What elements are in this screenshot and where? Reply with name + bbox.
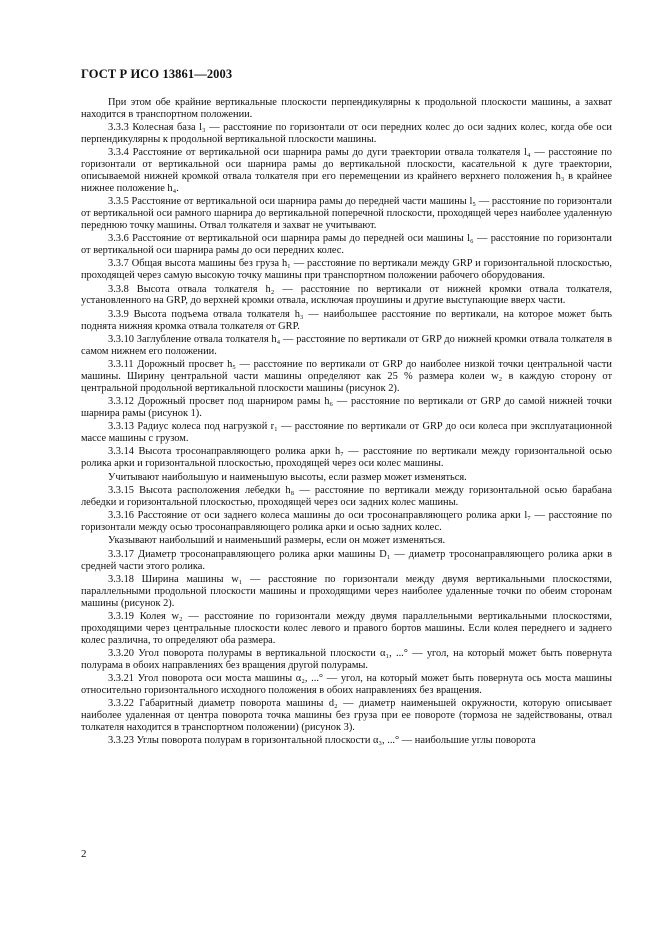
- paragraph-3-3-4: 3.3.4 Расстояние от вертикальной оси шарнира рамы до дуги траектории отвала толкателя l₄ — расстояние по горизонтали от вертикальной оси шарнира рамы до вертикальной плоскости, касательной к дуге траектории, описываемой нижней кромкой отвала толкателя при его перемещении из крайнего верхнего положения h₃ в крайнее нижнее положение h₄.: [81, 147, 612, 194]
- paragraph-3-3-8: 3.3.8 Высота отвала толкателя h₂ — расстояние по вертикали от нижней кромки отвала толкателя, установленного на GRP, до верхней кромки отвала, исключая проушины и другие выступающие вверх части.: [81, 283, 612, 307]
- paragraph-0: При этом обе крайние вертикальные плоскости перпендикулярны к продольной плоскости машины, а захват находится в транспортном положении.: [81, 97, 612, 120]
- paragraph-3-3-6: 3.3.6 Расстояние от вертикальной оси шарнира рамы до передней оси машины l₆ — расстояние по горизонтали от вертикальной оси шарнира рамы до оси передних колес.: [81, 233, 612, 256]
- paragraph-3-3-15: 3.3.15 Высота расположения лебедки h₈ — расстояние по вертикали между горизонтальной осью барабана лебедки и горизонтальной плоскостью, проходящей через оси задних колес машины.: [81, 485, 612, 508]
- paragraph-3-3-7: 3.3.7 Общая высота машины без груза h₁ — расстояние по вертикали между GRP и горизонтальной плоскостью, проходящей через самую высокую точку машины при транспортном положении рабочего оборудования.: [81, 258, 612, 282]
- paragraph-3-3-14: 3.3.14 Высота тросонаправляющего ролика арки h₇ — расстояние по вертикали между горизонтальной осью ролика арки и горизонтальной плоскостью, проходящей через оси колес машины.: [81, 446, 612, 470]
- standard-header: ГОСТ Р ИСО 13861—2003: [81, 67, 233, 81]
- page-number: 2: [81, 848, 87, 860]
- paragraph-3-3-3: 3.3.3 Колесная база l₃ — расстояние по горизонтали от оси передних колес до оси задних колес, когда обе оси перпендикулярны к продольной вертикальной плоскости машины.: [81, 122, 612, 145]
- paragraph-3-3-5: 3.3.5 Расстояние от вертикальной оси шарнира рамы до передней части машины l₅ — расстояние по горизонтали от вертикальной оси рамного шарнира до вертикальной поперечной плоскости, проходящей через наиболее удаленную переднюю точку машины. Отвал толкателя и захват не учитывают.: [81, 196, 612, 231]
- paragraph-3-3-20: 3.3.20 Угол поворота полурамы в вертикальной плоскости α₁, ...° — угол, на который может быть повернута полурама в обоих направлениях без вращения другой полурамы.: [81, 647, 612, 671]
- paragraph-3-3-19: 3.3.19 Колея w₂ — расстояние по горизонтали между двумя параллельными вертикальными плоскостями, проходящими через центральные плоскости колес левого и правого бортов машины. Если колея переднего и заднего колес различна, то определяют оба размера.: [81, 610, 612, 646]
- document-body: [81, 97, 612, 749]
- paragraph-3-3-17: 3.3.17 Диаметр тросонаправляющего ролика арки машины D₁ — диаметр тросонаправляющего ролика арки в средней части этого ролика.: [81, 548, 612, 572]
- paragraph-3-3-16: 3.3.16 Расстояние от оси заднего колеса машины до оси тросонаправляющего ролика арки l₇ — расстояние по горизонтали между осью тросонаправляющего ролика арки и осью задних колес.: [81, 510, 612, 533]
- paragraph-3-3-11: 3.3.11 Дорожный просвет h₅ — расстояние по вертикали от GRP до наиболее низкой точки центральной части машины. Ширину центральной части машины определяют как 25 % размера колеи w₂ в каждую сторону от центральной продольной вертикальной плоскости машины (рисунок 2).: [81, 359, 612, 394]
- paragraph-3-3-21: 3.3.21 Угол поворота оси моста машины α₂, ...° — угол, на который может быть повернута ось моста машины относительно горизонтального исходного положения в обоих направлениях без вращения.: [81, 673, 612, 696]
- paragraph-3-3-12: 3.3.12 Дорожный просвет под шарниром рамы h₆ — расстояние по вертикали от GRP до самой нижней точки шарнира рамы (рисунок 1).: [81, 396, 612, 419]
- paragraph-3-3-22: 3.3.22 Габаритный диаметр поворота машины d₂ — диаметр наименьшей окружности, которую описывает наиболее удаленная от центра поворота точка машины без груза при ее повороте (тормоза не задействованы, отвал толкателя находится в транспортном положении) (рисунок 3).: [81, 698, 612, 733]
- paragraph-3-3-16-note: Указывают наибольший и наименьший размеры, если он может изменяться.: [108, 535, 446, 547]
- paragraph-3-3-13: 3.3.13 Радиус колеса под нагрузкой r₁ — расстояние по вертикали от GRP до оси колеса при эксплуатационной массе машины с грузом.: [81, 421, 612, 445]
- paragraph-3-3-14-note: Учитывают наибольшую и наименьшую высоты, если размер может изменяться.: [108, 471, 467, 483]
- paragraph-3-3-9: 3.3.9 Высота подъема отвала толкателя h₃ — наибольшее расстояние по вертикали, на которое может быть поднята нижняя кромка отвала толкателя от GRP.: [81, 308, 612, 332]
- paragraph-3-3-10: 3.3.10 Заглубление отвала толкателя h₄ — расстояние по вертикали от GRP до нижней кромки отвала толкателя в самом нижнем его положении.: [81, 333, 612, 357]
- paragraph-3-3-18: 3.3.18 Ширина машины w₁ — расстояние по горизонтали между двумя вертикальными плоскостями, параллельными продольной плоскости машины и проходящими через наиболее удаленные точки по обеим сторонам машины (рисунок 2).: [81, 573, 612, 609]
- paragraph-3-3-23: 3.3.23 Углы поворота полурам в горизонтальной плоскости α₃, ...° — наибольшие углы поворота: [108, 735, 536, 747]
